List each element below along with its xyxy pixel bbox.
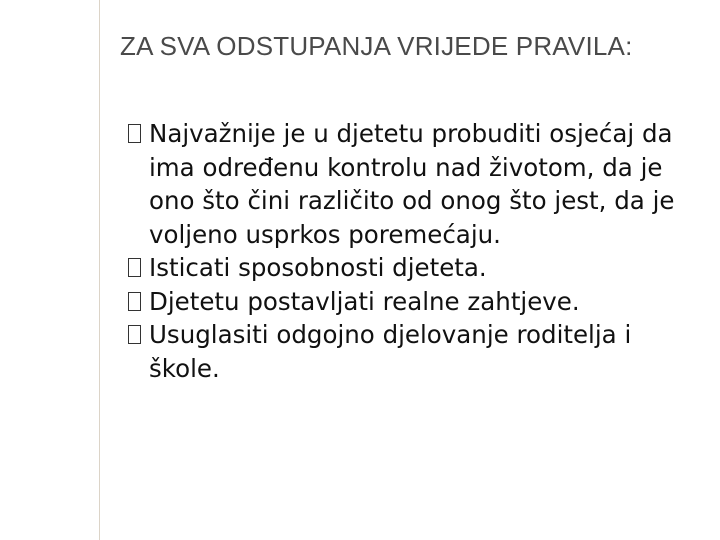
missing-glyph-box-icon — [128, 258, 141, 277]
left-divider-line — [99, 0, 100, 540]
bullet-text: Najvažnije je u djetetu probuditi osjećaj da ima određenu kontrolu nad životom, da je ono što čini različito od onog što jest, da je voljeno usprkos poremećaju. — [149, 119, 675, 249]
bullet-item — [128, 251, 698, 285]
missing-glyph-box-icon — [128, 292, 141, 311]
bullet-item — [128, 318, 698, 385]
bullet-item — [128, 117, 698, 251]
slide-title: ZA SVA ODSTUPANJA VRIJEDE PRAVILA: — [120, 31, 633, 61]
bullet-text: Djetetu postavljati realne zahtjeve. — [149, 286, 580, 316]
bullet-list — [128, 117, 698, 385]
missing-glyph-box-icon — [128, 325, 141, 344]
bullet-text: Isticati sposobnosti djeteta. — [149, 253, 487, 282]
bullet-text: Usuglasiti odgojno djelovanje roditelja i škole. — [149, 320, 632, 383]
bullet-item — [128, 285, 698, 319]
missing-glyph-box-icon — [128, 124, 141, 143]
